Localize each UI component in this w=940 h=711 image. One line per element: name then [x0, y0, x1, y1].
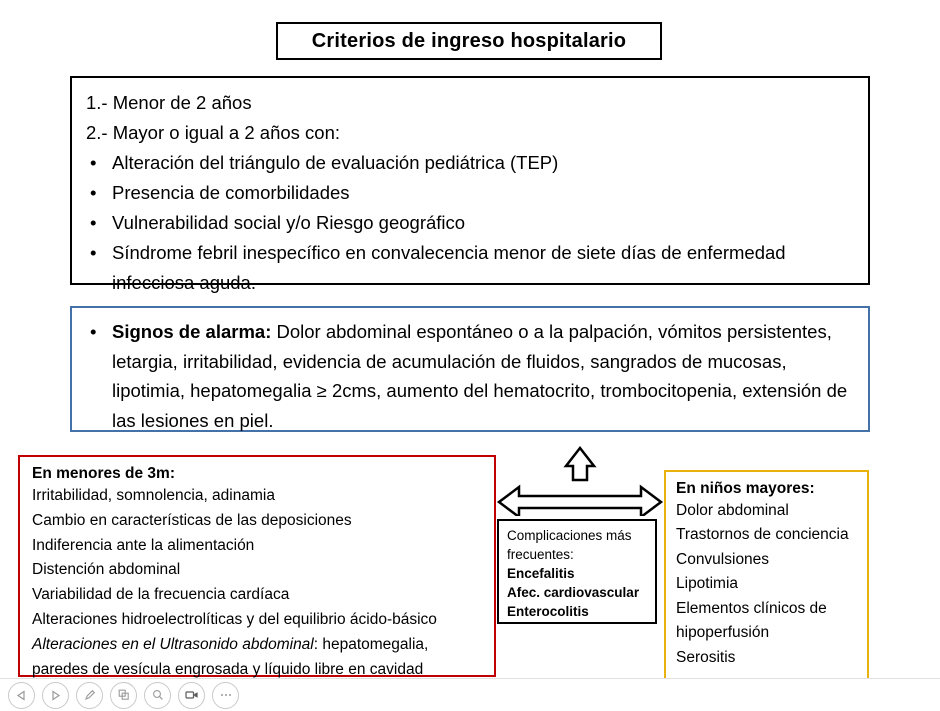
infants-under-3m-item: Irritabilidad, somnolencia, adinamia	[32, 487, 275, 504]
older-children-item: Convulsiones	[676, 550, 770, 568]
bullet-icon: •	[90, 321, 97, 342]
bullet-icon: •	[90, 211, 97, 233]
infants-under-3m-item: Indiferencia ante la alimentación	[32, 536, 255, 554]
alarm-signs-body: Dolor abdominal espontáneo o a la palpación, vómitos persistentes, letargia, irritabilidad, evidencia de acumulación de fluidos, sangrados de mucosas, lipotimia, hepatomegalia ≥ 2cms, aumento del hematocrito, trombocitopenia, extensión de las lesiones en piel.	[112, 321, 848, 431]
complication-item: Afec. cardiovascular	[507, 584, 640, 600]
zoom-button[interactable]	[144, 682, 171, 709]
arrow-double-horizontal-icon	[499, 487, 661, 516]
more-options-button[interactable]	[212, 682, 239, 709]
alarm-signs-item	[86, 317, 854, 435]
admission-criteria-box	[70, 76, 870, 293]
criteria-item-label: Síndrome febril inespecífico en convalecencia menor de siete días de enfermedad infecciosa aguda.	[112, 241, 786, 293]
grid-icon	[118, 689, 130, 701]
criteria-numbered-item: 2.- Mayor o igual a 2 años con:	[86, 121, 341, 143]
older-children-item: Trastornos de conciencia	[676, 526, 849, 544]
criteria-item-label: Alteración del triángulo de evaluación pediátrica (TEP)	[112, 151, 559, 173]
infants-under-3m-item: Variabilidad de la frecuencia cardíaca	[32, 586, 290, 604]
criteria-list-item	[86, 208, 854, 238]
complications-heading-line: Complicaciones más	[507, 528, 632, 543]
alarm-signs-text	[112, 317, 854, 435]
magnifier-icon	[152, 689, 164, 701]
triangle-right-icon	[50, 690, 61, 701]
page-title-box	[276, 22, 662, 60]
complication-item: Enterocolitis	[507, 603, 589, 619]
connector-arrows	[495, 446, 665, 516]
criteria-item-label: Presencia de comorbilidades	[112, 181, 350, 203]
present-video-button[interactable]	[178, 682, 205, 709]
criteria-item-label: Vulnerabilidad social y/o Riesgo geográfico	[112, 211, 466, 233]
infants-under-3m-box	[18, 455, 496, 677]
ultrasound-tail: : hepatomegalia,	[313, 635, 429, 653]
older-children-item: Serositis	[676, 648, 736, 666]
infants-under-3m-ultrasound-item	[32, 633, 482, 658]
camera-icon	[185, 689, 199, 701]
pen-tool-button[interactable]	[76, 682, 103, 709]
complications-heading-line: frecuentes:	[507, 546, 574, 562]
triangle-left-icon	[16, 690, 27, 701]
ellipsis-icon	[219, 692, 233, 698]
page-title: Criterios de ingreso hospitalario	[311, 29, 627, 52]
arrow-up-icon	[566, 448, 594, 480]
criteria-list-item	[86, 238, 854, 298]
ultrasound-label: Alteraciones en el Ultrasonido abdominal	[32, 635, 314, 653]
infants-under-3m-item: Alteraciones hidroelectrolíticas y del equilibrio ácido-básico	[32, 610, 437, 628]
older-children-item: Lipotimia	[676, 575, 739, 593]
criteria-list-item	[86, 148, 854, 178]
older-children-item: Dolor abdominal	[676, 502, 789, 519]
older-children-item: hipoperfusión	[676, 624, 770, 642]
older-children-box	[664, 470, 869, 680]
presentation-toolbar[interactable]	[0, 678, 940, 711]
previous-slide-button[interactable]	[8, 682, 35, 709]
infants-under-3m-item: Distención abdominal	[32, 561, 181, 579]
criteria-list-item	[86, 178, 854, 208]
alarm-signs-label: Signos de alarma:	[112, 321, 272, 342]
criteria-numbered-item: 1.- Menor de 2 años	[86, 92, 252, 113]
complication-item: Encefalitis	[507, 565, 575, 581]
infants-under-3m-item: Cambio en características de las deposiciones	[32, 511, 352, 529]
bullet-icon: •	[90, 151, 97, 173]
next-slide-button[interactable]	[42, 682, 69, 709]
infants-under-3m-heading: En menores de 3m:	[32, 465, 175, 482]
bullet-icon: •	[90, 181, 97, 203]
infants-under-3m-item: paredes de vesícula engrosada y líquido libre en cavidad	[32, 660, 424, 678]
alarm-signs-box	[70, 306, 870, 432]
slide-overview-button[interactable]	[110, 682, 137, 709]
pen-icon	[84, 689, 96, 701]
older-children-heading: En niños mayores:	[676, 480, 815, 497]
frequent-complications-box	[497, 519, 657, 624]
older-children-item: Elementos clínicos de	[676, 599, 827, 617]
bullet-icon: •	[90, 241, 97, 263]
